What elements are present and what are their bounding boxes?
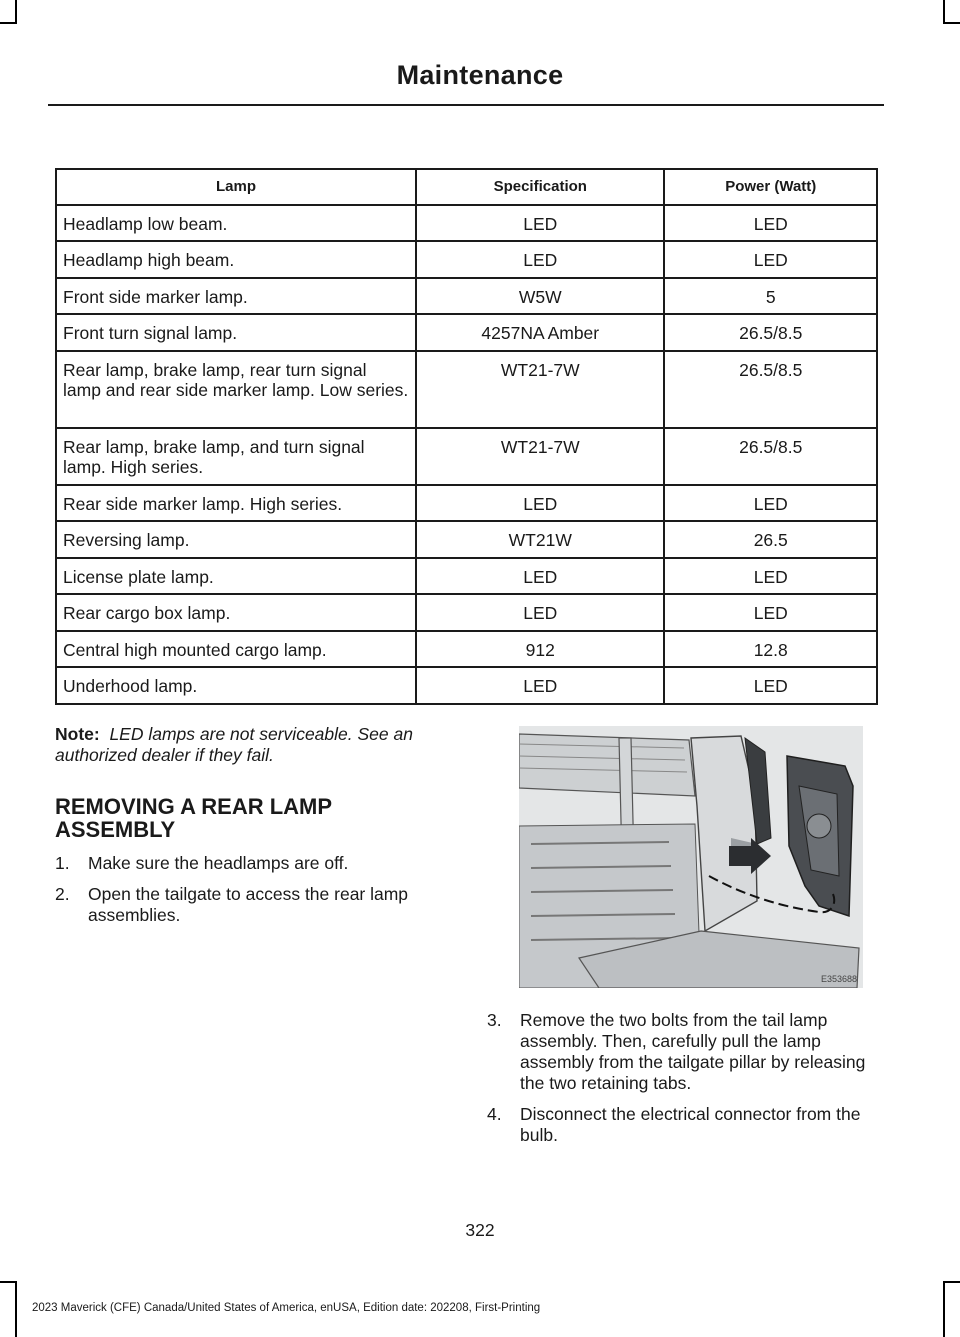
table-row xyxy=(56,594,877,630)
cell-lamp: Rear lamp, brake lamp, and turn signal lamp. High series. xyxy=(56,428,416,485)
step-text: Remove the two bolts from the tail lamp assembly. Then, carefully pull the lamp assembly from the tailgate pillar by releasing the two retaining tabs. xyxy=(520,1010,866,1093)
cell-spec: LED xyxy=(416,205,664,241)
cell-power: 26.5/8.5 xyxy=(664,314,877,350)
crop-mark xyxy=(15,0,17,24)
cell-lamp: Rear side marker lamp. High series. xyxy=(56,485,416,521)
step-number: 4. xyxy=(487,1104,502,1124)
table-row xyxy=(56,314,877,350)
cell-lamp: Central high mounted cargo lamp. xyxy=(56,631,416,667)
cell-lamp: License plate lamp. xyxy=(56,558,416,594)
cell-spec: LED xyxy=(416,558,664,594)
cell-spec: WT21-7W xyxy=(416,428,664,485)
cell-spec: WT21W xyxy=(416,521,664,557)
cell-spec: LED xyxy=(416,241,664,277)
cell-spec: LED xyxy=(416,485,664,521)
title-divider xyxy=(48,104,884,106)
table-row xyxy=(56,205,877,241)
table-row xyxy=(56,631,877,667)
cell-spec: 4257NA Amber xyxy=(416,314,664,350)
header-lamp: Lamp xyxy=(56,169,416,205)
list-item xyxy=(487,1010,882,1094)
crop-mark xyxy=(943,0,945,24)
cell-power: 12.8 xyxy=(664,631,877,667)
cell-lamp: Headlamp high beam. xyxy=(56,241,416,277)
section-heading: REMOVING A REAR LAMP ASSEMBLY xyxy=(55,794,332,843)
note-label: Note: xyxy=(55,724,100,744)
step-text: Open the tailgate to access the rear lamp assemblies. xyxy=(88,884,409,925)
table-row xyxy=(56,351,877,428)
cell-power: 26.5 xyxy=(664,521,877,557)
cell-power: LED xyxy=(664,667,877,703)
cell-spec: WT21-7W xyxy=(416,351,664,428)
cell-power: LED xyxy=(664,485,877,521)
crop-mark xyxy=(943,1281,960,1283)
cell-lamp: Reversing lamp. xyxy=(56,521,416,557)
crop-mark xyxy=(943,22,960,24)
cell-lamp: Front side marker lamp. xyxy=(56,278,416,314)
crop-mark xyxy=(0,22,17,24)
step-number: 3. xyxy=(487,1010,502,1030)
note-text: LED lamps are not serviceable. See an authorized dealer if they fail. xyxy=(55,724,413,765)
step-number: 1. xyxy=(55,853,70,873)
figure-code: E353688 xyxy=(820,974,857,984)
cell-power: LED xyxy=(664,594,877,630)
crop-mark xyxy=(943,1281,945,1337)
cell-power: 26.5/8.5 xyxy=(664,428,877,485)
rear-lamp-removal-figure xyxy=(519,726,863,988)
step-text: Disconnect the electrical connector from the bulb. xyxy=(520,1104,861,1145)
header-power: Power (Watt) xyxy=(664,169,877,205)
cell-spec: LED xyxy=(416,594,664,630)
table-row xyxy=(56,241,877,277)
cell-lamp: Front turn signal lamp. xyxy=(56,314,416,350)
cell-lamp: Rear cargo box lamp. xyxy=(56,594,416,630)
footer-edition-info: 2023 Maverick (CFE) Canada/United States of America, enUSA, Edition date: 202208, First-Printing xyxy=(32,1302,541,1314)
page-title: Maintenance xyxy=(396,60,564,90)
lamp-spec-table xyxy=(55,168,878,705)
steps-list xyxy=(487,1010,882,1156)
list-item xyxy=(55,884,455,926)
table-row xyxy=(56,428,877,485)
table-row xyxy=(56,521,877,557)
cell-lamp: Rear lamp, brake lamp, rear turn signal lamp and rear side marker lamp. Low series. xyxy=(56,351,416,428)
steps-list xyxy=(55,853,455,936)
cell-power: 5 xyxy=(664,278,877,314)
header-specification: Specification xyxy=(416,169,664,205)
table-row xyxy=(56,558,877,594)
table-header-row xyxy=(56,169,877,205)
rear-lamp-illustration xyxy=(519,726,863,988)
note xyxy=(55,724,455,766)
crop-mark xyxy=(0,1281,17,1283)
cell-power: 26.5/8.5 xyxy=(664,351,877,428)
crop-mark xyxy=(15,1281,17,1337)
step-number: 2. xyxy=(55,884,70,904)
cell-lamp: Underhood lamp. xyxy=(56,667,416,703)
cell-spec: 912 xyxy=(416,631,664,667)
cell-spec: LED xyxy=(416,667,664,703)
list-item xyxy=(487,1104,882,1146)
page-number: 322 xyxy=(465,1220,495,1240)
table-row xyxy=(56,667,877,703)
cell-power: LED xyxy=(664,205,877,241)
table-row xyxy=(56,278,877,314)
cell-spec: W5W xyxy=(416,278,664,314)
step-text: Make sure the headlamps are off. xyxy=(88,853,349,873)
list-item xyxy=(55,853,455,874)
table-row xyxy=(56,485,877,521)
cell-power: LED xyxy=(664,241,877,277)
cell-lamp: Headlamp low beam. xyxy=(56,205,416,241)
cell-power: LED xyxy=(664,558,877,594)
